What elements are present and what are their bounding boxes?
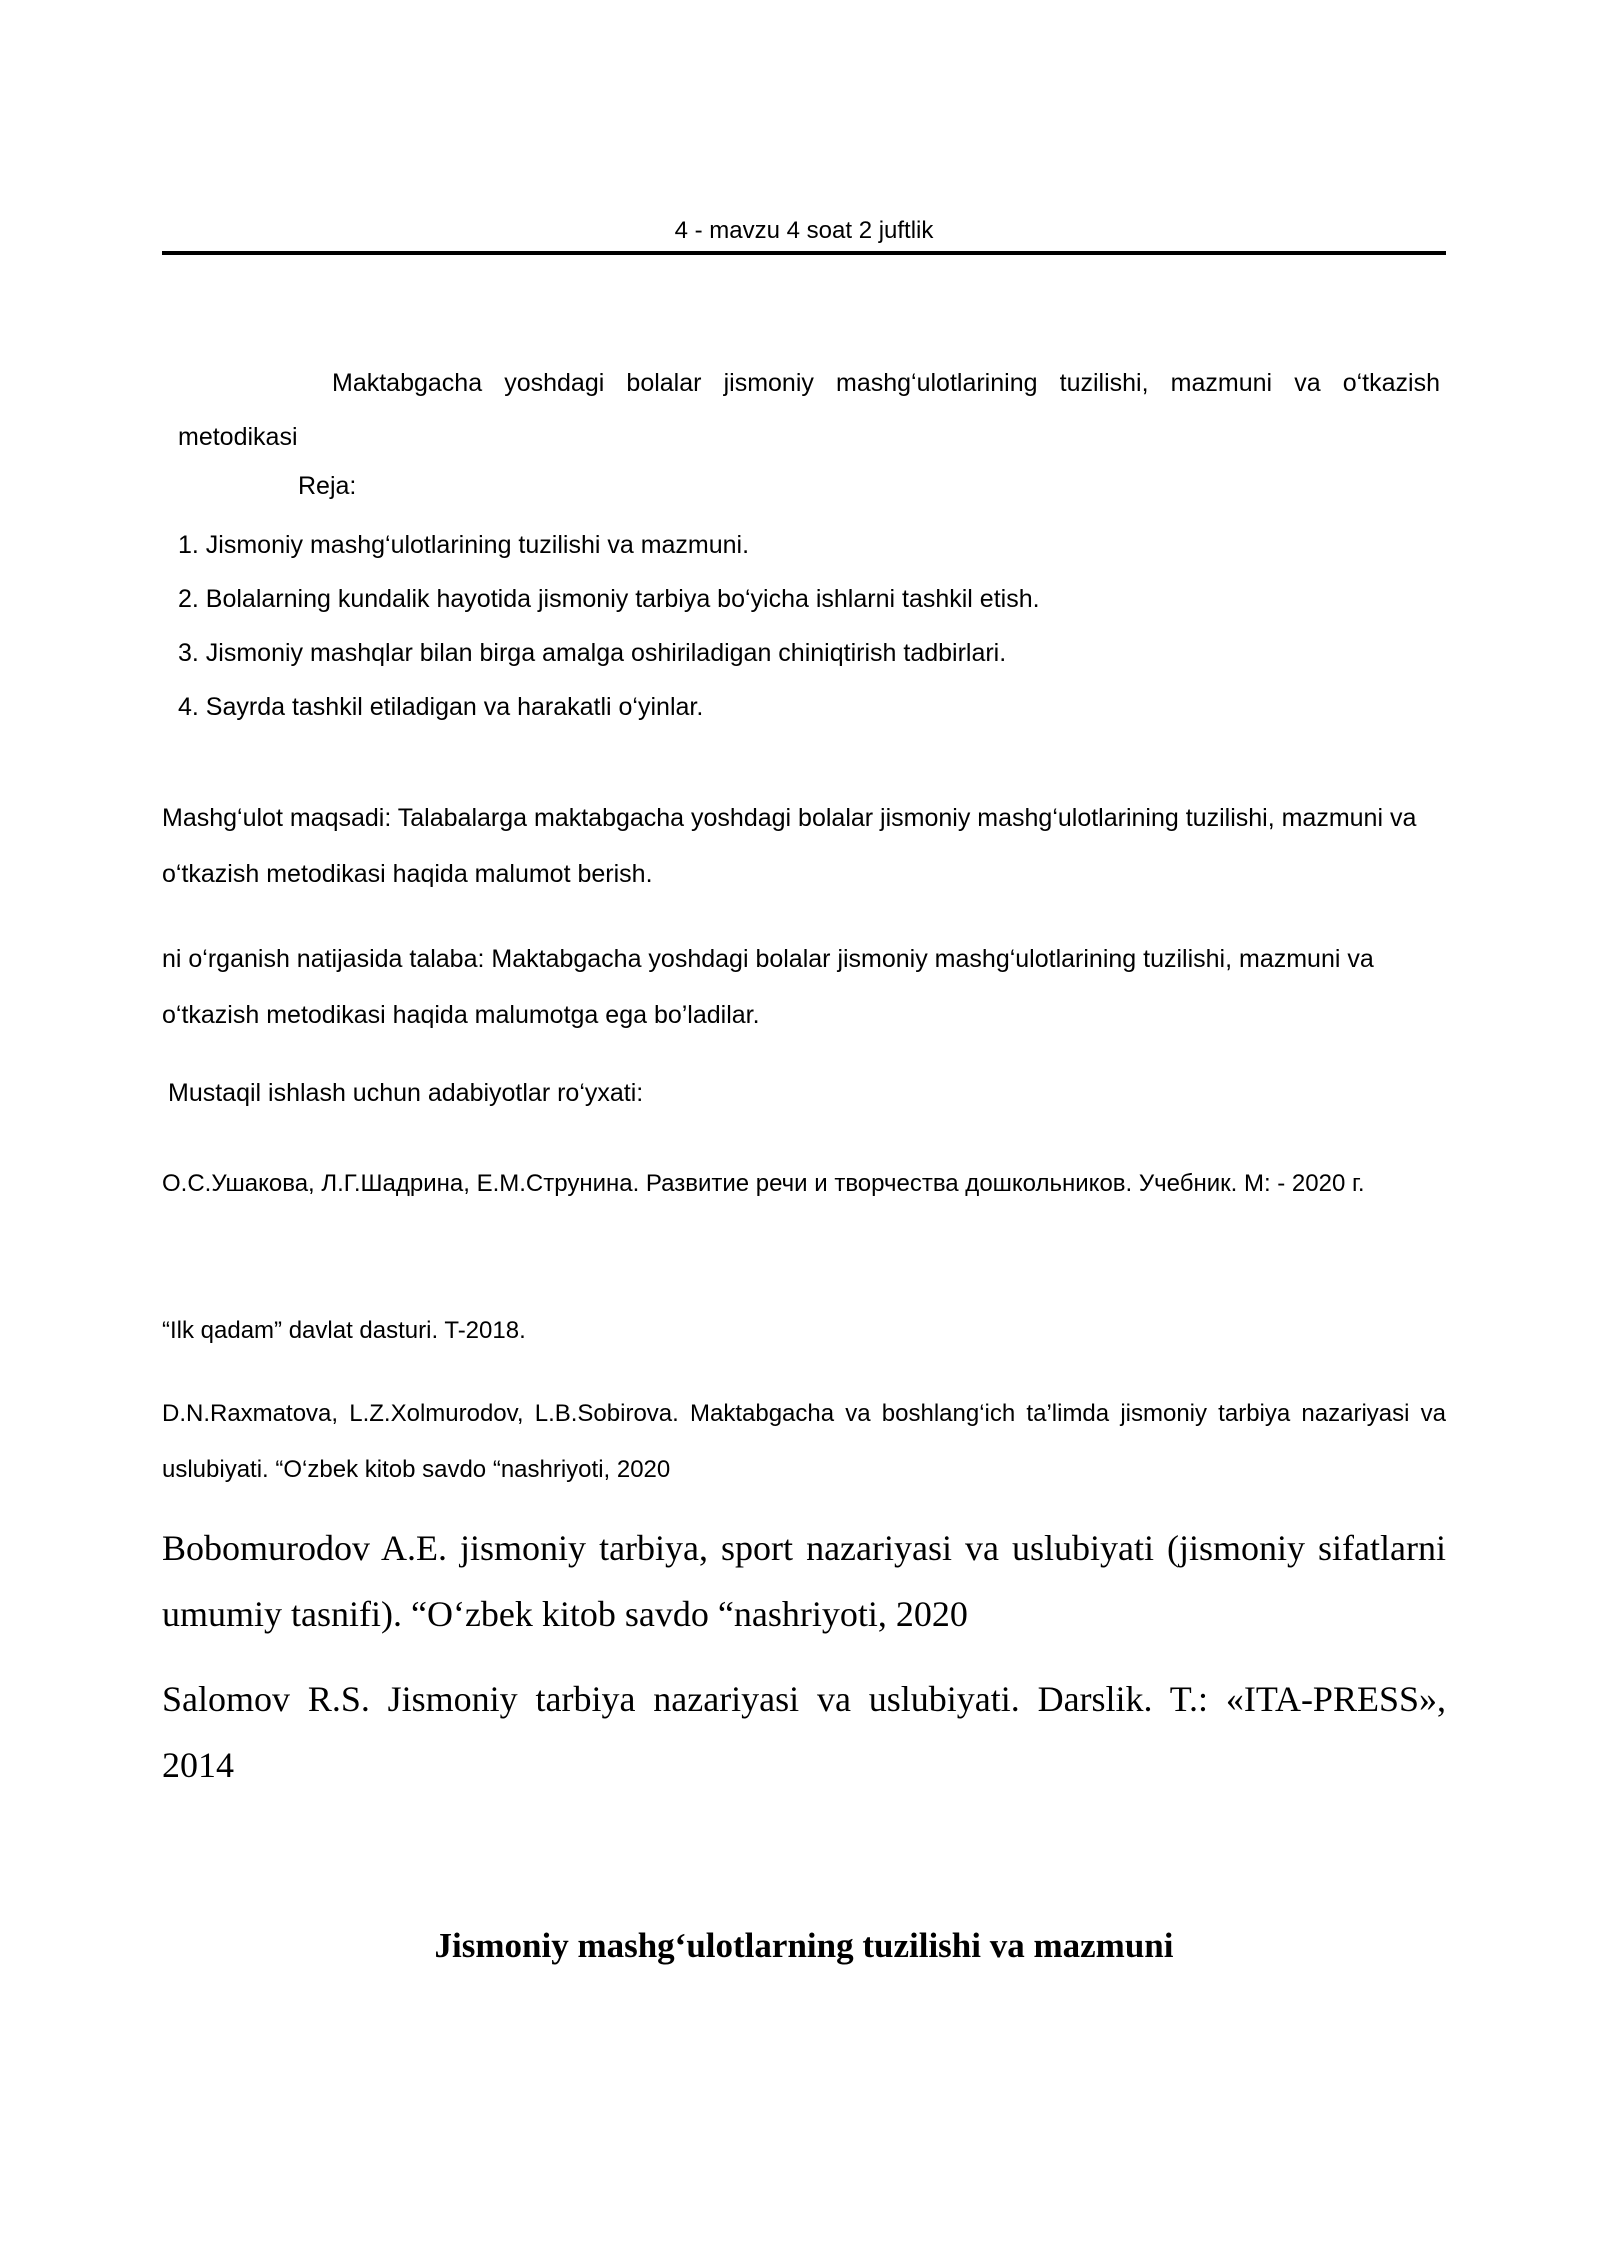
reference-item: Salomov R.S. Jismoniy tarbiya nazariyasi va uslubiyati. Darslik. T.: «ITA-PRESS», 2014: [162, 1679, 1446, 1785]
plan-item: 4. Sayrda tashkil etiladigan va harakatli o‘yinlar.: [178, 693, 704, 721]
bibliography-heading: Mustaqil ishlash uchun adabiyotlar ro‘yxati:: [168, 1079, 644, 1107]
plan-item: 1. Jismoniy mashg‘ulotlarining tuzilishi va mazmuni.: [178, 531, 750, 559]
learning-outcome: ni o‘rganish natijasida talaba: Maktabgacha yoshdagi bolalar jismoniy mashg‘ulotlarining tuzilishi, mazmuni va o‘tkazish metodikasi haqida malumotga ega bo’ladilar.: [162, 945, 1374, 1029]
reference-item: “Ilk qadam” davlat dasturi. T-2018.: [162, 1317, 526, 1344]
section-heading: Jismoniy mashg‘ulotlarning tuzilishi va mazmuni: [434, 1926, 1174, 1965]
reference-item: Bobomurodov A.E. jismoniy tarbiya, sport nazariyasi va uslubiyati (jismoniy sifatlarni umumiy tasnifi). “O‘zbek kitob savdo “nashriyoti, 2020: [162, 1528, 1446, 1634]
plan-label: Reja:: [298, 472, 357, 500]
lesson-title: Maktabgacha yoshdagi bolalar jismoniy mashg‘ulotlarining tuzilishi, mazmuni va o‘tkazish metodikasi: [178, 369, 1440, 451]
plan-item: 2. Bolalarning kundalik hayotida jismoniy tarbiya bo‘yicha ishlarni tashkil etish.: [178, 585, 1040, 613]
header-divider: [162, 251, 1446, 255]
reference-item: О.С.Ушакова, Л.Г.Шадрина, Е.М.Струнина. Развитие речи и творчества дошкольников. Учебник. М: - 2020 г.: [162, 1170, 1365, 1197]
plan-list: [178, 518, 1040, 734]
page-header: 4 - mavzu 4 soat 2 juftlik: [674, 217, 934, 244]
plan-item: 3. Jismoniy mashqlar bilan birga amalga oshiriladigan chiniqtirish tadbirlari.: [178, 639, 1007, 667]
lesson-goal: Mashg‘ulot maqsadi: Talabalarga maktabgacha yoshdagi bolalar jismoniy mashg‘ulotlarining tuzilishi, mazmuni va o‘tkazish metodikasi haqida malumot berish.: [162, 804, 1417, 888]
reference-item: D.N.Raxmatova, L.Z.Xolmurodov, L.B.Sobirova. Maktabgacha va boshlang‘ich ta’limda jismoniy tarbiya nazariyasi va uslubiyati. “O‘zbek kitob savdo “nashriyoti, 2020: [162, 1400, 1446, 1483]
